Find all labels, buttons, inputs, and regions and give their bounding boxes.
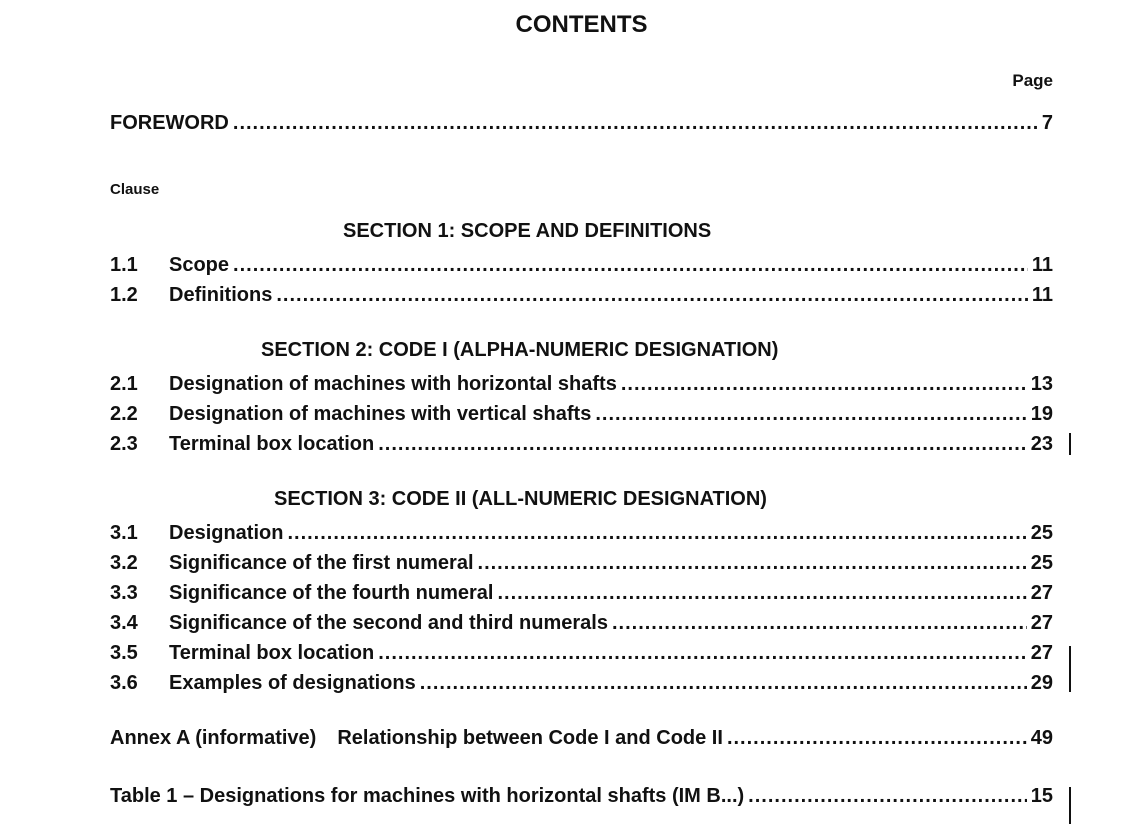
toc-entry-number: 3.6 xyxy=(110,672,138,694)
annex-label: Annex A (informative) xyxy=(110,727,317,749)
toc-entry[interactable] xyxy=(110,433,1053,459)
toc-entry-number: 3.3 xyxy=(110,582,138,604)
toc-entry-page: 19 xyxy=(1030,403,1053,425)
toc-entry[interactable] xyxy=(110,284,1053,310)
dot-leader xyxy=(420,672,1027,694)
toc-entry-title: Terminal box location xyxy=(169,433,375,455)
toc-entry-annex[interactable] xyxy=(110,727,1053,753)
toc-entry-number: 1.2 xyxy=(110,284,138,306)
dot-leader xyxy=(233,112,1038,134)
dot-leader xyxy=(478,552,1027,574)
toc-entry-number: 3.4 xyxy=(110,612,138,634)
dot-leader xyxy=(233,254,1028,276)
toc-entry[interactable] xyxy=(110,254,1053,280)
toc-entry[interactable] xyxy=(110,582,1053,608)
change-bar xyxy=(1069,646,1071,692)
toc-entry[interactable] xyxy=(110,612,1053,638)
section-heading: SECTION 2: CODE I (ALPHA-NUMERIC DESIGNATION) xyxy=(261,339,779,361)
toc-entry[interactable] xyxy=(110,373,1053,399)
toc-entry-number: 3.2 xyxy=(110,552,138,574)
toc-entry-page: 23 xyxy=(1030,433,1053,455)
dot-leader xyxy=(727,727,1027,749)
section-heading: SECTION 3: CODE II (ALL-NUMERIC DESIGNATION) xyxy=(274,488,767,510)
dot-leader xyxy=(621,373,1027,395)
toc-entry-page: 15 xyxy=(1030,785,1053,807)
toc-entry-page: 29 xyxy=(1030,672,1053,694)
toc-entry-title: Terminal box location xyxy=(169,642,375,664)
toc-entry[interactable] xyxy=(110,522,1053,548)
dot-leader xyxy=(287,522,1026,544)
toc-entry-number: 2.1 xyxy=(110,373,138,395)
toc-entry-title: Examples of designations xyxy=(169,672,416,694)
toc-entry-title: Scope xyxy=(169,254,230,276)
toc-entry-page: 13 xyxy=(1030,373,1053,395)
toc-entry-title: Designation xyxy=(169,522,284,544)
toc-entry-title: Significance of the second and third numerals xyxy=(169,612,608,634)
toc-entry-title: FOREWORD xyxy=(110,112,229,134)
dot-leader xyxy=(276,284,1028,306)
toc-entry-number: 2.2 xyxy=(110,403,138,425)
toc-entry-title: Definitions xyxy=(169,284,273,306)
page-title: CONTENTS xyxy=(515,11,648,38)
toc-entry[interactable] xyxy=(110,672,1053,698)
dot-leader xyxy=(612,612,1027,634)
toc-entry-page: 49 xyxy=(1030,727,1053,749)
change-bar xyxy=(1069,433,1071,455)
toc-entry[interactable] xyxy=(110,642,1053,668)
dot-leader xyxy=(378,433,1027,455)
toc-entry-number: 2.3 xyxy=(110,433,138,455)
dot-leader xyxy=(748,785,1027,807)
clause-column-label: Clause xyxy=(110,181,160,198)
toc-entry-title: Table 1 – Designations for machines with horizontal shafts (IM B...) xyxy=(110,785,745,807)
toc-entry[interactable] xyxy=(110,403,1053,429)
section-heading: SECTION 1: SCOPE AND DEFINITIONS xyxy=(343,220,712,242)
toc-entry[interactable] xyxy=(110,552,1053,578)
toc-entry-title: Designation of machines with vertical shafts xyxy=(169,403,592,425)
toc-entry-page: 27 xyxy=(1030,612,1053,634)
toc-entry-number: 3.1 xyxy=(110,522,138,544)
toc-entry-foreword[interactable] xyxy=(110,112,1053,138)
toc-entry-title: Relationship between Code I and Code II xyxy=(337,727,723,749)
toc-entry-title: Significance of the first numeral xyxy=(169,552,474,574)
page-column-label: Page xyxy=(1012,71,1053,90)
toc-entry-page: 11 xyxy=(1031,284,1053,306)
change-bar xyxy=(1069,787,1071,824)
toc-entry-page: 11 xyxy=(1031,254,1053,276)
toc-entry-page: 25 xyxy=(1030,552,1053,574)
toc-entry-number: 1.1 xyxy=(110,254,138,276)
toc-entry-page: 7 xyxy=(1041,112,1053,134)
dot-leader xyxy=(378,642,1027,664)
toc-entry-page: 27 xyxy=(1030,582,1053,604)
toc-entry-title: Designation of machines with horizontal shafts xyxy=(169,373,617,395)
toc-entry-title: Significance of the fourth numeral xyxy=(169,582,494,604)
dot-leader xyxy=(595,403,1026,425)
dot-leader xyxy=(497,582,1026,604)
toc-entry-page: 25 xyxy=(1030,522,1053,544)
toc-entry-page: 27 xyxy=(1030,642,1053,664)
toc-entry-number: 3.5 xyxy=(110,642,138,664)
toc-entry-table[interactable] xyxy=(110,785,1053,811)
